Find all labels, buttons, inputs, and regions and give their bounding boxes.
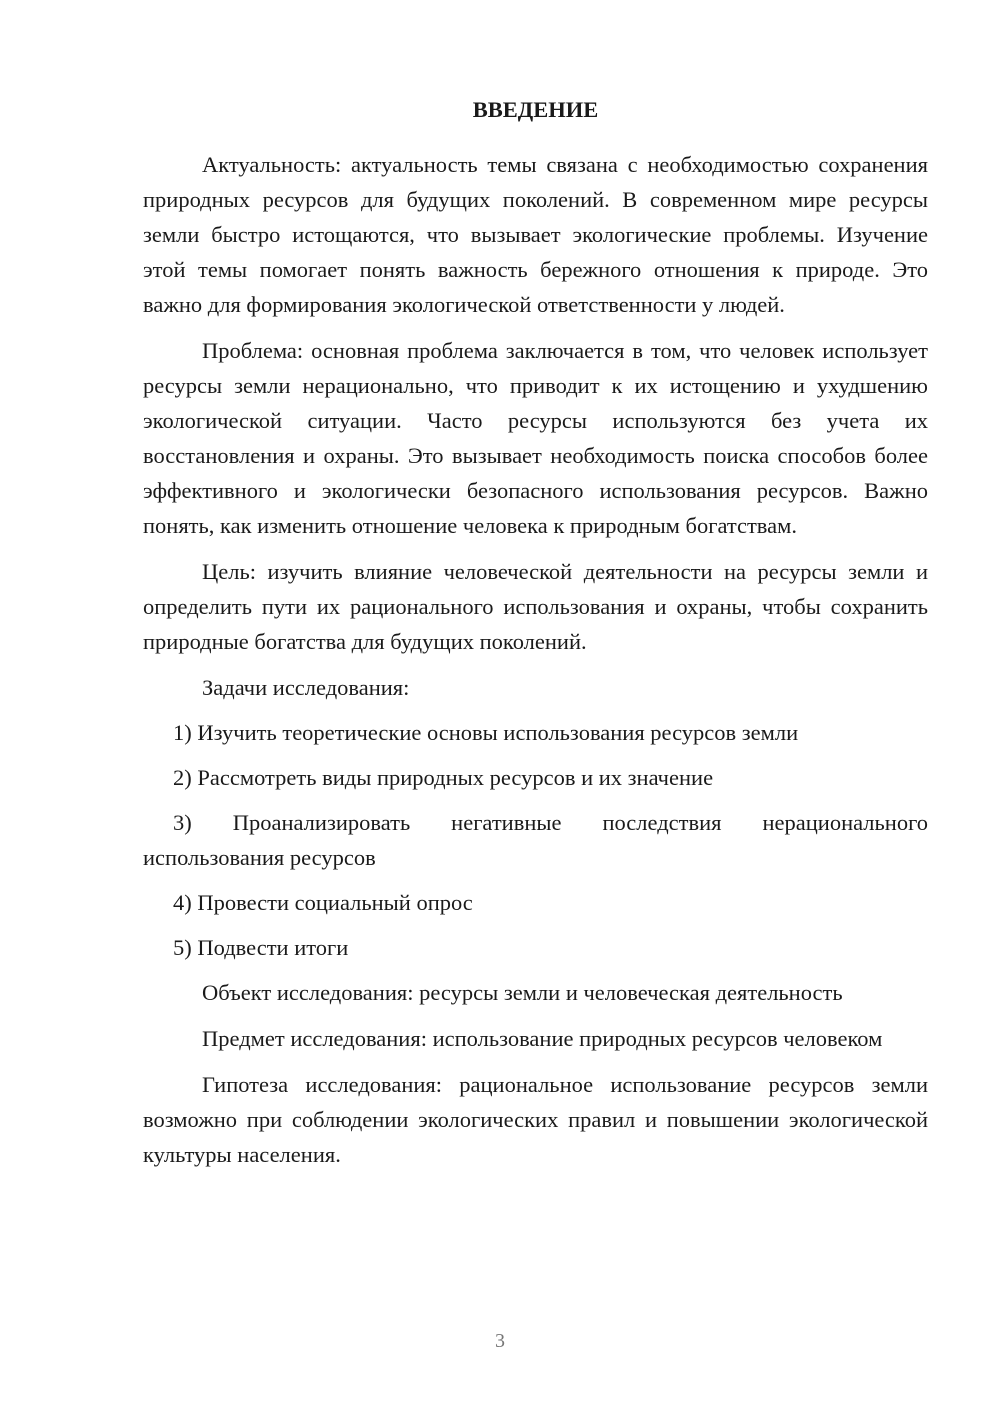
task-item: 2) Рассмотреть виды природных ресурсов и их значение — [173, 765, 714, 790]
task-item: 3) Проанализировать негативные последствия нерационального использования ресурсов — [143, 810, 928, 870]
subject-paragraph: Предмет исследования: использование природных ресурсов человеком — [202, 1026, 883, 1051]
page-title: ВВЕДЕНИЕ — [472, 97, 599, 122]
task-item: 5) Подвести итоги — [173, 935, 349, 960]
page-number: 3 — [495, 1330, 505, 1352]
tasks-heading: Задачи исследования: — [202, 675, 410, 700]
relevance-paragraph: Актуальность: актуальность темы связана с необходимостью сохранения природных ресурсов для будущих поколений. В современном мире ресурсы земли быстро истощаются, что вызывает экологические проблемы. Изучение этой темы помогает понять важность бережного отношения к природе. Это важно для формирования экологической ответственности у людей. — [143, 152, 928, 317]
problem-paragraph: Проблема: основная проблема заключается в том, что человек использует ресурсы земли нерационально, что приводит к их истощению и ухудшению экологической ситуации. Часто ресурсы используются без учета их восстановления и охраны. Это вызывает необходимость поиска способов более эффективного и экологически безопасного использования ресурсов. Важно понять, как изменить отношение человека к природным богатствам. — [143, 338, 928, 538]
task-item: 1) Изучить теоретические основы использования ресурсов земли — [173, 720, 799, 745]
hypothesis-paragraph: Гипотеза исследования: рациональное использование ресурсов земли возможно при соблюдении экологических правил и повышении экологической культуры населения. — [143, 1072, 928, 1167]
task-item: 4) Провести социальный опрос — [173, 890, 473, 915]
goal-paragraph: Цель: изучить влияние человеческой деятельности на ресурсы земли и определить пути их рационального использования и охраны, чтобы сохранить природные богатства для будущих поколений. — [143, 559, 928, 654]
document-page — [143, 92, 928, 1183]
object-paragraph: Объект исследования: ресурсы земли и человеческая деятельность — [202, 980, 843, 1005]
